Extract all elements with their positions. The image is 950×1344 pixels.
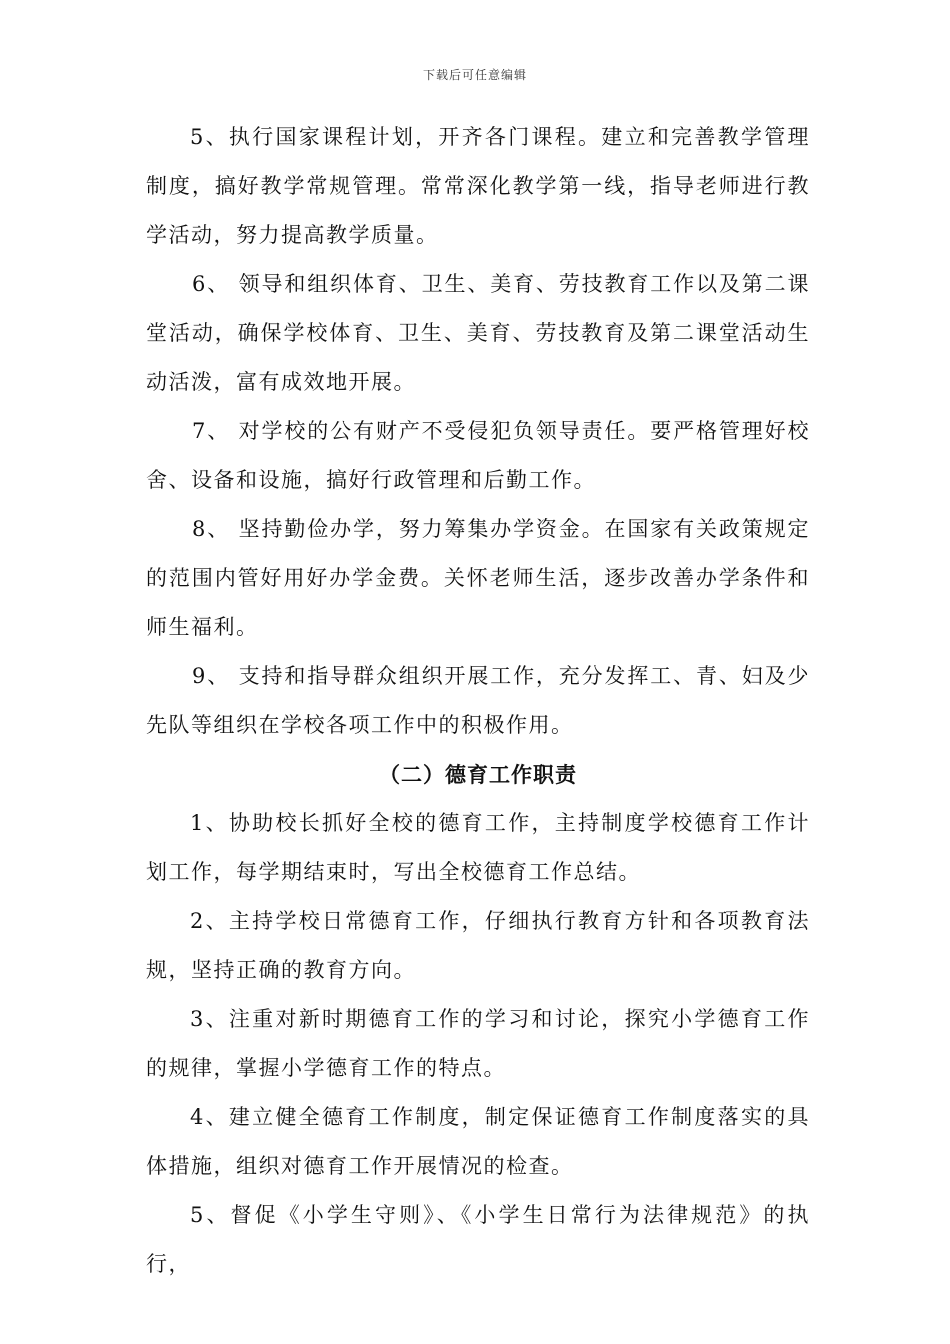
paragraph-item-8: 8、 坚持勤俭办学，努力筹集办学资金。在国家有关政策规定的范围内管好用好办学金费。关怀老师生活，逐步改善办学条件和师生福利。 xyxy=(146,517,810,639)
paragraph-item-6: 6、 领导和组织体育、卫生、美育、劳技教育工作以及第二课堂活动，确保学校体育、卫生、美育、劳技教育及第二课堂活动生动活泼，富有成效地开展。 xyxy=(146,272,810,394)
moral-duty-2: 2、主持学校日常德育工作，仔细执行教育方针和各项教育法规，坚持正确的教育方向。 xyxy=(146,909,810,982)
page-header: 下载后可任意编辑 xyxy=(422,68,527,82)
paragraph-item-5: 5、执行国家课程计划，开齐各门课程。建立和完善教学管理制度，搞好教学常规管理。常常深化教学第一线，指导老师进行教学活动，努力提高教学质量。 xyxy=(146,125,810,247)
document-body xyxy=(146,113,810,1289)
moral-duty-3: 3、注重对新时期德育工作的学习和讨论，探究小学德育工作的规律，掌握小学德育工作的特点。 xyxy=(146,1007,810,1080)
paragraph-item-9: 9、 支持和指导群众组织开展工作，充分发挥工、青、妇及少先队等组织在学校各项工作中的积极作用。 xyxy=(146,664,810,737)
paragraph-item-7: 7、 对学校的公有财产不受侵犯负领导责任。要严格管理好校舍、设备和设施，搞好行政管理和后勤工作。 xyxy=(146,419,810,492)
moral-duty-4: 4、建立健全德育工作制度，制定保证德育工作制度落实的具体措施，组织对德育工作开展情况的检查。 xyxy=(146,1105,810,1178)
moral-duty-5: 5、督促《小学生守则》、《小学生日常行为法律规范》的执行， xyxy=(146,1203,810,1276)
section-heading: （二）德育工作职责 xyxy=(379,762,577,787)
moral-duty-1: 1、协助校长抓好全校的德育工作，主持制度学校德育工作计划工作，每学期结束时，写出全校德育工作总结。 xyxy=(146,811,810,884)
